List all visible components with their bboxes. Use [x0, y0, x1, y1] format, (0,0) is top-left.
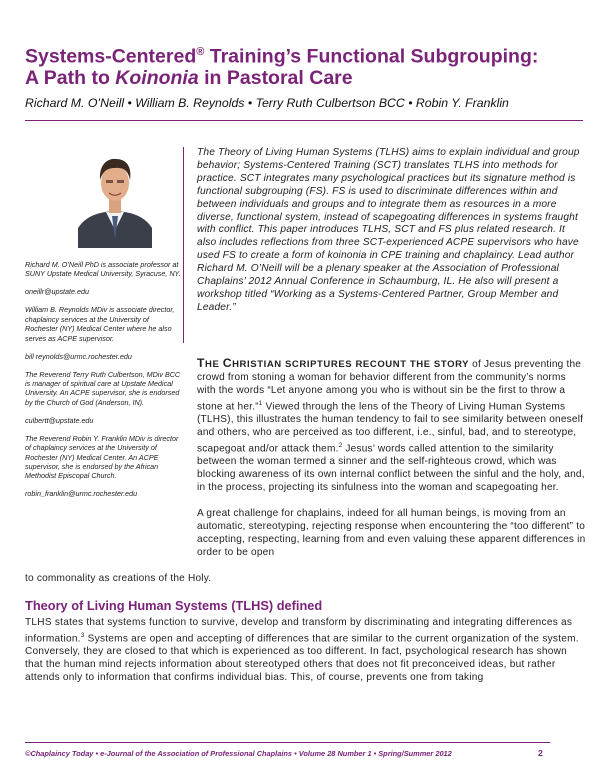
bio-reynolds: William B. Reynolds MDiv is associate director, chaplaincy services at the University of Rochester (NY) Medical Center where he also serves as ACPE supervisor.	[25, 305, 175, 343]
footnote-ref-3[interactable]: 3	[80, 631, 85, 639]
abstract: The Theory of Living Human Systems (TLHS) aims to explain individual and group behavior; Systems-Centered Training (SCT) translates TLHS into methods for practice. SCT integrates many psychological practices but its signature method is functional subgrouping (FS). FS is used to discriminate differences within and between individuals and groups and to integrate them as resources in a more diverse, functional system, instead of scapegoating differences in systems fraught with conflict. This paper introduces TLHS, SCT and FS plus related research. It also includes reflections from three SCT-experienced ACPE supervisors who have used FS to create a form of koinonia in CPE training and chaplaincy. Lead author Richard M. O’Neill will be a plenary speaker at the Association of Professional Chaplains’ 2012 Annual Conference in Schaumburg, IL. He also will present a workshop titled “Working as a Systems-Centered Partner, Group Member and Leader.”	[197, 147, 580, 313]
paragraph-3: TLHS states that systems function to survive, develop and transform by discriminating and integrating differences as information.$^3$ Systems are open and accepting of differences that are similar to the current organization of the system. Conversely, they are closed to that which is experienced as too different. In fact, psychological research has shown that the human mind rejects information about stereotyped others that does not fit preconceived ideas, but rather attends only to information that confirms individual bias. This, of course, prevents one from taking	[25, 617, 579, 683]
header-rule	[25, 120, 583, 121]
page-number: 2	[538, 748, 543, 758]
article-title: Systems-Centered® Training’s Functional Subgrouping: A Path to Koinonia in Pastoral Care	[25, 45, 539, 89]
email-culbertson[interactable]: culbertt@upstate.edu	[25, 415, 94, 425]
paragraph-1: THE CHRISTIAN SCRIPTURES RECOUNT THE STORY of Jesus preventing the crowd from stoning a woman for behavior different from the community’s norms with the words “Let anyone among you who is without sin be the first to throw a stone at her.”$^1$ Viewed through the lens of the Theory of Living Human Systems (TLHS), this illustrates the human tendency to fail to see similarity between oneself and others, who are perceived as too different, i.e., sinful, bad, and to stereotype, scapegoat and/or attack them.$^2$ Jesus’ words called attention to the similarity between the woman termed a sinner and the self-righteous crowd, which was blocking awareness of its own internal conflict between the sinful and the holy, and, in the process, projecting its sinfulness into the woman and scapegoating her.	[197, 356, 585, 493]
bio-culbertson: The Reverend Terry Ruth Culbertson, MDiv BCC is manager of spiritual care at Upstate Medical University. An ACPE supervisor, she is endorsed by the Church of God (Anderson, IN).	[25, 369, 181, 407]
footnote-ref-2[interactable]: 2	[338, 441, 343, 449]
lead-in: THE CHRISTIAN SCRIPTURES RECOUNT THE STORY	[197, 356, 470, 370]
footer-rule	[25, 742, 550, 743]
bio-oneill: Richard M. O’Neill PhD is associate professor at SUNY Upstate Medical University, Syracuse, NY.	[25, 260, 181, 279]
author-line: Richard M. O’Neill • William B. Reynolds • Terry Ruth Culbertson BCC • Robin Y. Franklin	[25, 96, 509, 110]
section-body	[25, 617, 585, 685]
email-oneill[interactable]: oneillr@upstate.edu	[25, 287, 90, 297]
paragraph-2: A great challenge for chaplains, indeed for all human beings, is moving from an automatic, stereotyping, rejecting response when encountering the “too different” to accepting, respecting, learning from and even valuing these apparent differences in order to be open	[197, 507, 586, 558]
author-photo	[78, 150, 152, 248]
footer-citation: ©Chaplaincy Today • e-Journal of the Association of Professional Chaplains • Volume 28 Number 1 • Spring/Summer 2012	[25, 749, 452, 758]
section-heading: Theory of Living Human Systems (TLHS) defined	[25, 598, 323, 613]
email-franklin[interactable]: robin_franklin@urmc.rochester.edu	[25, 489, 138, 499]
body-column	[197, 357, 587, 559]
email-reynolds[interactable]: bill reynolds@urmc.rochester.edu	[25, 351, 132, 361]
author-bios	[25, 260, 183, 507]
footnote-ref-1[interactable]: 1	[258, 399, 263, 407]
author-photo-image	[78, 150, 152, 248]
bio-franklin: The Reverend Robin Y. Franklin MDiv is director of chaplaincy services at the University of Rochester (NY) Medical Center. An ACPE supervisor, she is endorsed by the African Methodist Episcopal Church.	[25, 433, 179, 481]
paragraph-2-continuation: to commonality as creations of the Holy.	[25, 573, 212, 584]
abstract-top-rule	[183, 147, 184, 343]
